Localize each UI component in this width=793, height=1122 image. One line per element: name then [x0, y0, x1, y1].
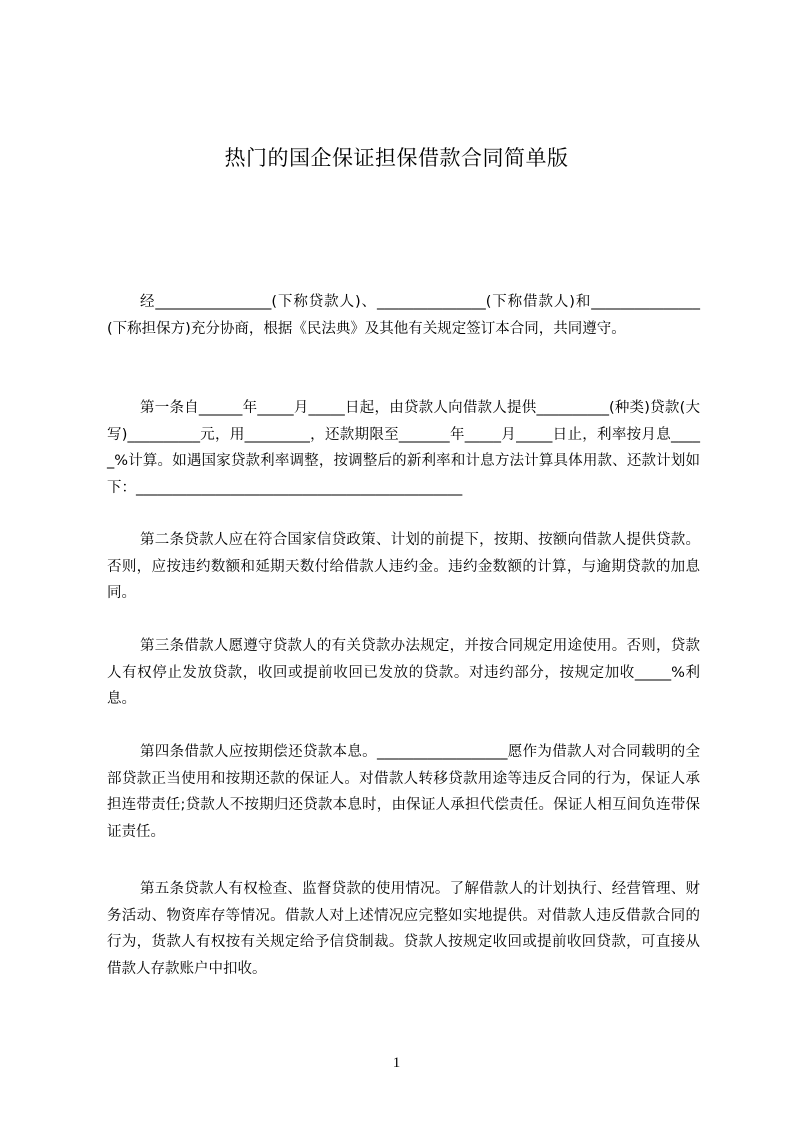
document-title: 热门的国企保证担保借款合同简单版 [224, 146, 569, 170]
paragraph-article-5: 第五条贷款人有权检查、监督贷款的使用情况。了解借款人的计划执行、经营管理、财务活动、物资库存等情况。借款人对上述情况应完整如实地提供。对借款人违反借款合同的行为，货款人有权按有关规定给予信贷制裁。贷款人按规定收回或提前收回贷款，可直接从借款人存款账户中扣收。 [107, 881, 700, 977]
paragraph-article-2: 第二条贷款人应在符合国家信贷政策、计划的前提下，按期、按额向借款人提供贷款。否则，应按违约数额和延期天数付给借款人违约金。违约金数额的计算，与逾期贷款的加息同。 [107, 532, 700, 601]
paragraph-preamble: 经________________(下称贷款人)、_______________(下称借款人)和_______________(下称担保方)充分协商，根据《民法典》及其他有关规定签订本合同，共同遵守。 [107, 294, 700, 337]
paragraph-article-4: 第四条借款人应按期偿还贷款本息。__________________愿作为借款人对合同载明的全部贷款正当使用和按期还款的保证人。对借款人转移贷款用途等违反合同的行为，保证人承担连带责任;贷款人不按期归还贷款本息时，由保证人承担代偿责任。保证人相互间负连带保证责任。 [107, 744, 700, 840]
paragraph-article-1: 第一条自______年_____月_____日起，由贷款人向借款人提供__________(种类)贷款(大写)__________元，用_________，还款期限至_______年_____月_____日止，利率按月息_____%计算。如遇国家贷款利率调整，按调整后的新利率和计息方法计算具体用款、还款计划如下：_____________________________________________ [107, 400, 700, 496]
paragraph-article-3: 第三条借款人愿遵守贷款人的有关贷款办法规定，并按合同规定用途使用。否则，贷款人有权停止发放贷款，收回或提前收回已发放的贷款。对违约部分，按规定加收_____%利息。 [107, 638, 700, 707]
page-number: 1 [392, 1055, 401, 1071]
